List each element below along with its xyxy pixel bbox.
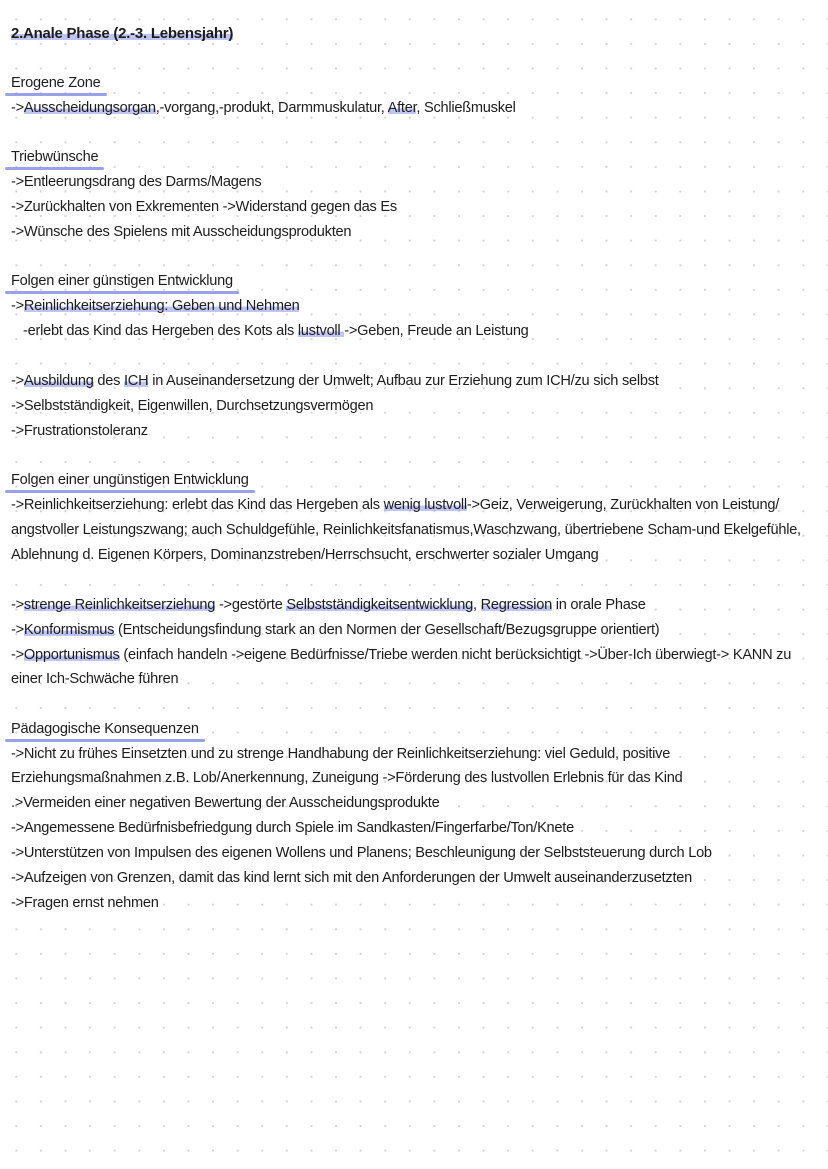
paed-line-3: .>Vermeiden einer negativen Bewertung der Ausscheidungsprodukte bbox=[11, 795, 440, 811]
unguenstig-line-5: ->Konformismus (Entscheidungsfindung stark an den Normen der Gesellschaft/Bezugsgruppe orientiert) bbox=[11, 622, 660, 638]
section-heading-paedagogische-konsequenzen: Pädagogische Konsequenzen bbox=[11, 721, 199, 737]
unguenstig-line-1: ->Reinlichkeitserziehung: erlebt das Kind das Hergeben als wenig lustvoll->Geiz, Verweigerung, Zurückhalten von Leistung/ bbox=[11, 497, 780, 513]
unguenstig-line-6: ->Opportunismus (einfach handeln ->eigene Bedürfnisse/Triebe werden nicht berücksichtigt ->Über-Ich überwiegt-> KANN zu bbox=[11, 647, 792, 663]
paed-line-5: ->Unterstützen von Impulsen des eigenen Wollens und Planens; Beschleunigung der Selbststeuerung durch Lob bbox=[11, 845, 712, 861]
trieb-line-3: ->Wünsche des Spielens mit Ausscheidungsprodukten bbox=[11, 224, 352, 240]
section-heading-triebwuensche: Triebwünsche bbox=[11, 149, 99, 165]
erogene-line-1: ->Ausscheidungsorgan,-vorgang,-produkt, Darmmuskulatur, After, Schließmuskel bbox=[11, 100, 516, 116]
paed-line-4: ->Angemessene Bedürfnisbefriedgung durch Spiele im Sandkasten/Fingerfarbe/Ton/Knete bbox=[11, 820, 574, 836]
section-heading-guenstige-entwicklung: Folgen einer günstigen Entwicklung bbox=[11, 273, 233, 289]
section-heading-erogene-zone: Erogene Zone bbox=[11, 75, 101, 91]
trieb-line-2: ->Zurückhalten von Exkrementen ->Widerstand gegen das Es bbox=[11, 199, 397, 215]
guenstig-line-1: ->Reinlichkeitserziehung: Geben und Nehmen bbox=[11, 298, 300, 314]
guenstig-line-4: ->Selbstständigkeit, Eigenwillen, Durchsetzungsvermögen bbox=[11, 398, 374, 414]
page-title: 2.Anale Phase (2.-3. Lebensjahr) bbox=[11, 25, 234, 42]
guenstig-line-3: ->Ausbildung des ICH in Auseinandersetzung der Umwelt; Aufbau zur Erziehung zum ICH/zu sich selbst bbox=[11, 373, 659, 389]
unguenstig-line-7: einer Ich-Schwäche führen bbox=[11, 671, 179, 687]
unguenstig-line-2: angstvoller Leistungszwang; auch Schuldgefühle, Reinlichkeitsfanatismus,Waschzwang, übertriebene Scham-und Ekelgefühle, bbox=[11, 522, 801, 538]
unguenstig-line-4: ->strenge Reinlichkeitserziehung ->gestörte Selbstständigkeitsentwicklung, Regression in orale Phase bbox=[11, 597, 646, 613]
guenstig-line-2: -erlebt das Kind das Hergeben des Kots als lustvoll ->Geben, Freude an Leistung bbox=[23, 323, 529, 339]
unguenstig-line-3: Ablehnung d. Eigenen Körpers, Dominanzstreben/Herrschsucht, erschwerter sozialer Umgang bbox=[11, 547, 599, 563]
paed-line-1: ->Nicht zu frühes Einsetzten und zu strenge Handhabung der Reinlichkeitserziehung: viel Geduld, positive bbox=[11, 746, 671, 762]
trieb-line-1: ->Entleerungsdrang des Darms/Magens bbox=[11, 174, 262, 190]
paed-line-6: ->Aufzeigen von Grenzen, damit das kind lernt sich mit den Anforderungen der Umwelt auseinanderzusetzten bbox=[11, 870, 692, 886]
paed-line-7: ->Fragen ernst nehmen bbox=[11, 895, 159, 911]
guenstig-line-5: ->Frustrationstoleranz bbox=[11, 423, 148, 439]
paed-line-2: Erziehungsmaßnahmen z.B. Lob/Anerkennung, Zuneigung ->Förderung des lustvollen Erlebnis für das Kind bbox=[11, 770, 683, 786]
section-heading-unguenstige-entwicklung: Folgen einer ungünstigen Entwicklung bbox=[11, 472, 249, 488]
